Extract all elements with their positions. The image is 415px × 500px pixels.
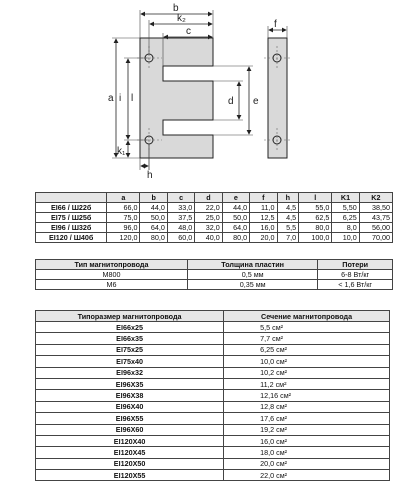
column-header: Потери — [318, 260, 393, 270]
value-cell: 44,0 — [140, 203, 167, 213]
row-name-cell: EI120X55 — [36, 470, 224, 481]
row-name-cell: EI120X45 — [36, 447, 224, 458]
value-cell: 20,0 — [250, 233, 277, 243]
column-header: b — [140, 193, 167, 203]
column-header: Тип магнитопровода — [36, 260, 188, 270]
materials-table — [35, 259, 393, 290]
value-cell: 16,0 — [250, 223, 277, 233]
value-cell: 96,0 — [107, 223, 140, 233]
value-cell: 11,0 — [250, 203, 277, 213]
row-name-cell: EI66 / Ш22б — [36, 203, 107, 213]
column-header: d — [195, 193, 222, 203]
value-cell: < 1,6 Вт/кг — [318, 280, 393, 290]
value-cell: 120,0 — [107, 233, 140, 243]
table-row — [36, 413, 390, 424]
dimensions-table-header — [36, 193, 393, 203]
table-row — [36, 322, 390, 333]
table-row — [36, 213, 393, 223]
table-row — [36, 356, 390, 367]
table-row — [36, 470, 390, 481]
value-cell: 43,75 — [359, 213, 392, 223]
column-header: e — [222, 193, 249, 203]
row-name-cell: EI96X35 — [36, 378, 224, 389]
table-row — [36, 390, 390, 401]
value-cell: 80,0 — [222, 233, 249, 243]
value-cell: 70,00 — [359, 233, 392, 243]
value-cell: 75,0 — [107, 213, 140, 223]
column-header: l — [299, 193, 332, 203]
value-cell: 32,0 — [195, 223, 222, 233]
value-cell: 22,0 см² — [224, 470, 390, 481]
value-cell: 17,6 см² — [224, 413, 390, 424]
value-cell: 6-8 Вт/кг — [318, 270, 393, 280]
row-name-cell: EI96X38 — [36, 390, 224, 401]
table-row — [36, 435, 390, 446]
table-row — [36, 344, 390, 355]
value-cell: 80,0 — [299, 223, 332, 233]
column-header: h — [277, 193, 299, 203]
materials-table-header — [36, 260, 393, 270]
value-cell: 12,5 — [250, 213, 277, 223]
value-cell: 40,0 — [195, 233, 222, 243]
table-row — [36, 233, 393, 243]
column-header: a — [107, 193, 140, 203]
column-header: Типоразмер магнитопровода — [36, 311, 224, 322]
value-cell: 10,0 см² — [224, 356, 390, 367]
table-row — [36, 223, 393, 233]
label-k1: k₁ — [117, 146, 126, 157]
table-row — [36, 458, 390, 469]
value-cell: 33,0 — [167, 203, 194, 213]
value-cell: 10,0 — [332, 233, 359, 243]
value-cell: 7,7 см² — [224, 333, 390, 344]
value-cell: 100,0 — [299, 233, 332, 243]
value-cell: 4,5 — [277, 213, 299, 223]
label-h: h — [147, 170, 153, 181]
value-cell: 62,5 — [299, 213, 332, 223]
column-header: Толщина пластин — [187, 260, 317, 270]
row-name-cell: EI75x40 — [36, 356, 224, 367]
value-cell: 7,0 — [277, 233, 299, 243]
label-e: e — [253, 96, 259, 107]
table-row — [36, 333, 390, 344]
value-cell: 5,50 — [332, 203, 359, 213]
label-b: b — [173, 3, 179, 14]
value-cell: 5,5 см² — [224, 322, 390, 333]
column-header: K1 — [332, 193, 359, 203]
row-name-cell: EI75x25 — [36, 344, 224, 355]
value-cell: 50,0 — [140, 213, 167, 223]
row-name-cell: EI96X40 — [36, 401, 224, 412]
column-header: K2 — [359, 193, 392, 203]
value-cell: 11,2 см² — [224, 378, 390, 389]
value-cell: 6,25 — [332, 213, 359, 223]
row-name-cell: EI66x25 — [36, 322, 224, 333]
value-cell: 8,0 — [332, 223, 359, 233]
column-header: c — [167, 193, 194, 203]
value-cell: 12,16 см² — [224, 390, 390, 401]
table-row — [36, 203, 393, 213]
table-row — [36, 378, 390, 389]
label-i: i — [119, 93, 122, 104]
section-table-header — [36, 311, 390, 322]
value-cell: 80,0 — [140, 233, 167, 243]
label-l: l — [131, 93, 134, 104]
value-cell: 19,2 см² — [224, 424, 390, 435]
value-cell: 20,0 см² — [224, 458, 390, 469]
row-name-cell: EI96 / Ш32б — [36, 223, 107, 233]
label-a: a — [108, 93, 114, 104]
row-name-cell: EI96X55 — [36, 413, 224, 424]
value-cell: 5,5 — [277, 223, 299, 233]
value-cell: 12,8 см² — [224, 401, 390, 412]
table-row — [36, 424, 390, 435]
value-cell: 4,5 — [277, 203, 299, 213]
column-header: f — [250, 193, 277, 203]
column-header — [36, 193, 107, 203]
value-cell: 66,0 — [107, 203, 140, 213]
value-cell: 64,0 — [222, 223, 249, 233]
table-row — [36, 447, 390, 458]
value-cell: 0,35 мм — [187, 280, 317, 290]
label-d: d — [228, 96, 234, 107]
table-row — [36, 367, 390, 378]
row-name-cell: EI96X60 — [36, 424, 224, 435]
value-cell: 6,25 см² — [224, 344, 390, 355]
label-k2: k₂ — [177, 13, 186, 24]
row-name-cell: EI75 / Ш25б — [36, 213, 107, 223]
row-name-cell: M6 — [36, 280, 188, 290]
label-c: c — [186, 26, 191, 37]
value-cell: 25,0 — [195, 213, 222, 223]
core-drawing — [0, 0, 415, 188]
row-name-cell: EI120X40 — [36, 435, 224, 446]
value-cell: 64,0 — [140, 223, 167, 233]
value-cell: 16,0 см² — [224, 435, 390, 446]
dimensions-table — [35, 192, 393, 243]
value-cell: 0,5 мм — [187, 270, 317, 280]
table-row — [36, 280, 393, 290]
row-name-cell: EI96x32 — [36, 367, 224, 378]
row-name-cell: EI120X50 — [36, 458, 224, 469]
table-row — [36, 401, 390, 412]
value-cell: 10,2 см² — [224, 367, 390, 378]
row-name-cell: EI120 / Ш40б — [36, 233, 107, 243]
label-f: f — [274, 19, 277, 30]
section-table — [35, 310, 390, 481]
value-cell: 44,0 — [222, 203, 249, 213]
row-name-cell: EI66x35 — [36, 333, 224, 344]
value-cell: 38,50 — [359, 203, 392, 213]
value-cell: 56,00 — [359, 223, 392, 233]
column-header: Сечение магнитопровода — [224, 311, 390, 322]
value-cell: 50,0 — [222, 213, 249, 223]
row-name-cell: M800 — [36, 270, 188, 280]
value-cell: 55,0 — [299, 203, 332, 213]
value-cell: 60,0 — [167, 233, 194, 243]
value-cell: 48,0 — [167, 223, 194, 233]
value-cell: 18,0 см² — [224, 447, 390, 458]
table-row — [36, 270, 393, 280]
value-cell: 37,5 — [167, 213, 194, 223]
value-cell: 22,0 — [195, 203, 222, 213]
